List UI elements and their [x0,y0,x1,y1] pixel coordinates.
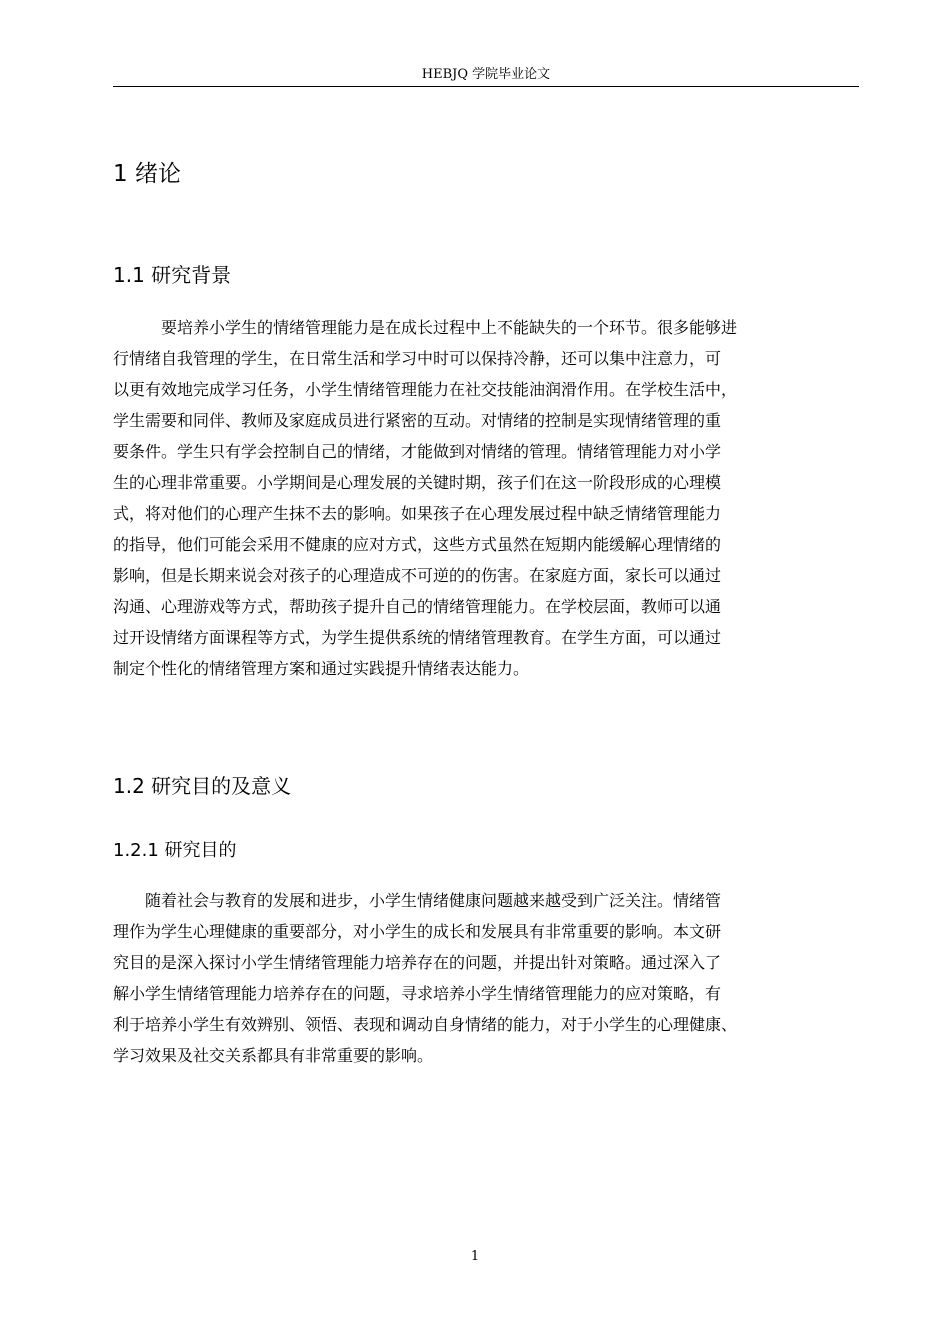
paragraph-line: 理作为学生心理健康的重要部分，对小学生的成长和发展具有非常重要的影响。本文研 [113,922,722,941]
paragraph-line: 学习效果及社交关系都具有非常重要的影响。 [113,1046,434,1065]
chapter-title: 1 绪论 [113,161,181,187]
paragraph-line: 行情绪自我管理的学生，在日常生活和学习中时可以保持冷静，还可以集中注意力，可 [113,349,722,368]
paragraph-line: 影响，但是长期来说会对孩子的心理造成不可逆的的伤害。在家庭方面，家长可以通过 [113,566,722,585]
paragraph-line: 随着社会与教育的发展和进步，小学生情绪健康问题越来越受到广泛关注。情绪管 [145,891,722,910]
paragraph-line: 解小学生情绪管理能力培养存在的问题，寻求培养小学生情绪管理能力的应对策略，有 [113,984,722,1003]
paragraph-research-background [113,312,873,684]
section-title-1-1: 1.1 研究背景 [113,263,232,287]
running-header: HEBJQ 学院毕业论文 [421,67,551,82]
paragraph-line: 以更有效地完成学习任务，小学生情绪管理能力在社交技能油润滑作用。在学校生活中， [113,380,738,399]
header-rule [113,86,859,87]
paragraph-line: 学生需要和同伴、教师及家庭成员进行紧密的互动。对情绪的控制是实现情绪管理的重 [113,411,722,430]
paragraph-line: 要培养小学生的情绪管理能力是在成长过程中上不能缺失的一个环节。很多能够进 [161,318,738,337]
paragraph-line: 究目的是深入探讨小学生情绪管理能力培养存在的问题，并提出针对策略。通过深入了 [113,953,722,972]
paragraph-line: 生的心理非常重要。小学期间是心理发展的关键时期，孩子们在这一阶段形成的心理模 [113,473,722,492]
paragraph-line: 要条件。学生只有学会控制自己的情绪，才能做到对情绪的管理。情绪管理能力对小学 [113,442,722,461]
paragraph-line: 制定个性化的情绪管理方案和通过实践提升情绪表达能力。 [113,659,530,678]
paragraph-research-purpose [113,885,873,1071]
section-title-1-2: 1.2 研究目的及意义 [113,774,292,798]
paragraph-line: 利于培养小学生有效辨别、领悟、表现和调动自身情绪的能力，对于小学生的心理健康、 [113,1015,738,1034]
paragraph-line: 的指导，他们可能会采用不健康的应对方式，这些方式虽然在短期内能缓解心理情绪的 [113,535,722,554]
paragraph-line: 过开设情绪方面课程等方式，为学生提供系统的情绪管理教育。在学生方面，可以通过 [113,628,722,647]
paragraph-line: 式，将对他们的心理产生抹不去的影响。如果孩子在心理发展过程中缺乏情绪管理能力 [113,504,722,523]
page-number: 1 [470,1249,480,1264]
paragraph-line: 沟通、心理游戏等方式，帮助孩子提升自己的情绪管理能力。在学校层面，教师可以通 [113,597,722,616]
subsection-title-1-2-1: 1.2.1 研究目的 [113,840,237,861]
